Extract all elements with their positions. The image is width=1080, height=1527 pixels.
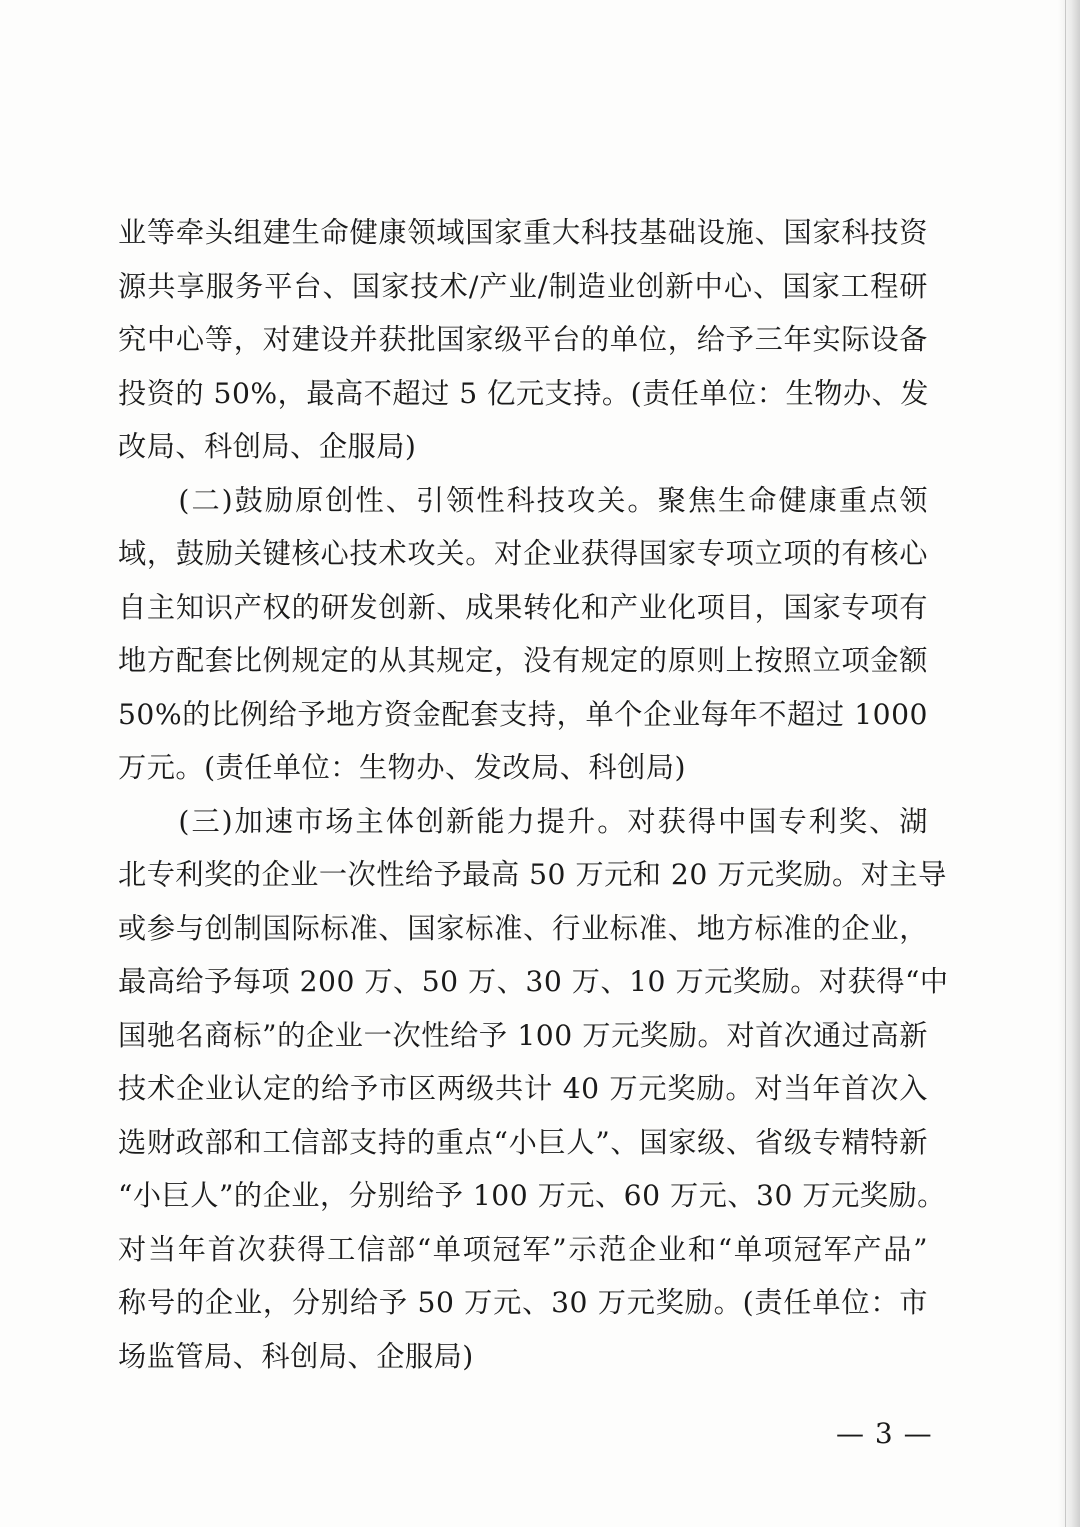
text-line: 选财政部和工信部支持的重点“小巨人”、国家级、省级专精特新 [118,1125,928,1159]
text-line: 域，鼓励关键核心技术攻关。对企业获得国家专项立项的有核心 [118,537,928,570]
page-number: — 3 — [836,1417,933,1450]
text-line: (二)鼓励原创性、引领性科技攻关。聚焦生命健康重点领 [118,483,928,517]
page-edge-shadow [1058,0,1080,1527]
text-line: 称号的企业，分别给予 50 万元、30 万元奖励。(责任单位：市 [118,1286,928,1319]
text-line: “小巨人”的企业，分别给予 100 万元、60 万元、30 万元奖励。 [118,1179,946,1212]
text-line: 究中心等，对建设并获批国家级平台的单位，给予三年实际设备 [118,323,928,356]
text-line: 业等牵头组建生命健康领域国家重大科技基础设施、国家科技资 [118,216,928,249]
page-edge-line [1065,0,1066,1527]
text-line: 万元。(责任单位：生物办、发改局、科创局) [118,751,687,784]
text-line: 对当年首次获得工信部“单项冠军”示范企业和“单项冠军产品” [118,1232,928,1266]
text-line: 场监管局、科创局、企服局) [118,1339,474,1373]
text-line: (三)加速市场主体创新能力提升。对获得中国专利奖、湖 [118,804,928,838]
text-line: 自主知识产权的研发创新、成果转化和产业化项目，国家专项有 [118,590,928,624]
text-line: 50%的比例给予地方资金配套支持，单个企业每年不超过 1000 [118,697,928,731]
text-line: 或参与创制国际标准、国家标准、行业标准、地方标准的企业， [118,911,928,945]
document-body [118,206,949,1383]
text-line: 最高给予每项 200 万、50 万、30 万、10 万元奖励。对获得“中 [118,965,949,998]
text-line: 技术企业认定的给予市区两级共计 40 万元奖励。对当年首次入 [118,1072,928,1105]
text-line: 投资的 50%，最高不超过 5 亿元支持。(责任单位：生物办、发 [118,376,929,410]
text-line: 源共享服务平台、国家技术/产业/制造业创新中心、国家工程研 [118,269,928,303]
text-line: 国驰名商标”的企业一次性给予 100 万元奖励。对首次通过高新 [118,1018,928,1052]
text-line: 地方配套比例规定的从其规定，没有规定的原则上按照立项金额 [118,644,928,677]
text-line: 改局、科创局、企服局) [118,430,417,463]
text-line: 北专利奖的企业一次性给予最高 50 万元和 20 万元奖励。对主导 [118,858,947,891]
